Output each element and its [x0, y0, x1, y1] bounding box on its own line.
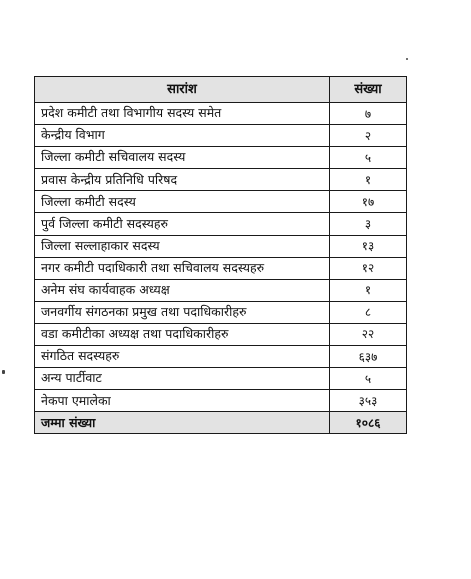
- row-label: जिल्ला सल्लाहाकार सदस्य: [35, 235, 330, 257]
- row-count: ७: [330, 103, 407, 125]
- row-label: पुर्व जिल्ला कमीटी सदस्यहरु: [35, 213, 330, 235]
- row-label: अन्य पार्टीवाट: [35, 368, 330, 390]
- scan-speck: [406, 58, 408, 60]
- row-count: १: [330, 279, 407, 301]
- row-count: ५: [330, 368, 407, 390]
- table-row: [35, 169, 407, 191]
- row-count: ६३७: [330, 346, 407, 368]
- row-count: १७: [330, 191, 407, 213]
- table-row: [35, 191, 407, 213]
- table-row: [35, 390, 407, 412]
- row-label: वडा कमीटीका अध्यक्ष तथा पदाधिकारीहरु: [35, 323, 330, 345]
- table-row: [35, 301, 407, 323]
- row-label: जिल्ला कमीटी सदस्य: [35, 191, 330, 213]
- row-count: १: [330, 169, 407, 191]
- row-label: प्रवास केन्द्रीय प्रतिनिधि परिषद: [35, 169, 330, 191]
- header-count: संख्या: [330, 77, 407, 103]
- table-row: [35, 213, 407, 235]
- row-label: प्रदेश कमीटी तथा विभागीय सदस्य समेत: [35, 103, 330, 125]
- row-count: १३: [330, 235, 407, 257]
- header-summary: सारांश: [35, 77, 330, 103]
- table-row: [35, 125, 407, 147]
- total-row: [35, 412, 407, 434]
- row-count: ५: [330, 147, 407, 169]
- table-row: [35, 279, 407, 301]
- total-label: जम्मा संख्या: [35, 412, 330, 434]
- row-label: केन्द्रीय विभाग: [35, 125, 330, 147]
- row-label: जिल्ला कमीटी सचिवालय सदस्य: [35, 147, 330, 169]
- row-count: २२: [330, 323, 407, 345]
- row-count: ३: [330, 213, 407, 235]
- summary-table: [34, 76, 407, 434]
- table-row: [35, 257, 407, 279]
- table-row: [35, 103, 407, 125]
- row-label: जनवर्गीय संगठनका प्रमुख तथा पदाधिकारीहरु: [35, 301, 330, 323]
- total-count: १०८६: [330, 412, 407, 434]
- row-label: नगर कमीटी पदाधिकारी तथा सचिवालय सदस्यहरु: [35, 257, 330, 279]
- row-count: १२: [330, 257, 407, 279]
- table-header-row: [35, 77, 407, 103]
- row-count: ८: [330, 301, 407, 323]
- scan-speck: [2, 370, 5, 374]
- row-label: नेकपा एमालेका: [35, 390, 330, 412]
- row-label: संगठित सदस्यहरु: [35, 346, 330, 368]
- table-row: [35, 368, 407, 390]
- row-count: ३५३: [330, 390, 407, 412]
- row-label: अनेम संघ कार्यवाहक अध्यक्ष: [35, 279, 330, 301]
- table-row: [35, 346, 407, 368]
- table-row: [35, 235, 407, 257]
- row-count: २: [330, 125, 407, 147]
- table-row: [35, 323, 407, 345]
- table-row: [35, 147, 407, 169]
